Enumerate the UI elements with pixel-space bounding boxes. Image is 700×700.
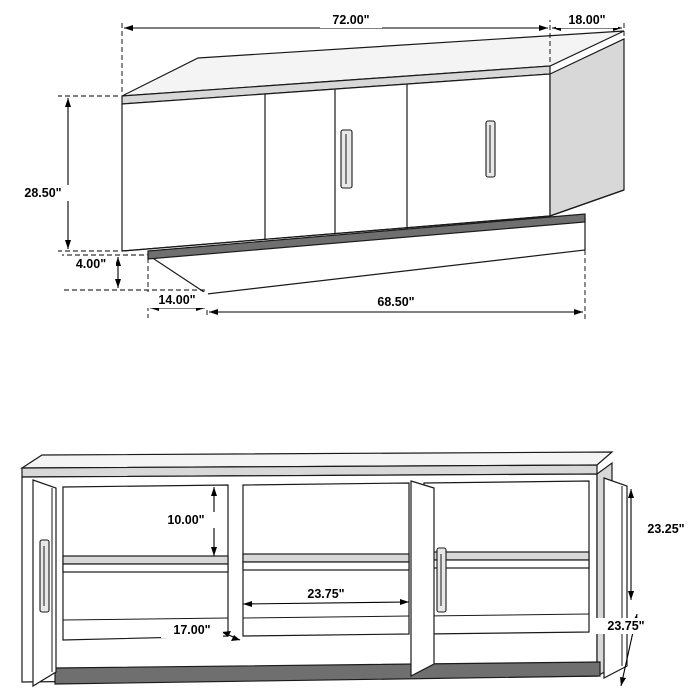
dim-label-base-inset: 14.00": [158, 293, 196, 307]
dim-685-arrow-right: [574, 309, 583, 315]
open-door-right: [604, 478, 627, 678]
open-door-interior-view: [22, 452, 696, 686]
shelf-right: [424, 552, 589, 568]
dim-285-arrow-bottom: [65, 240, 71, 249]
dim-4-arrow-bottom: [115, 279, 121, 288]
cabinet-right-side: [550, 39, 624, 216]
front-perspective-view: [12, 12, 624, 322]
dim-label-center-width: 23.75": [307, 587, 345, 601]
door-handle-right: [486, 121, 495, 177]
dim-label-top-depth: 18.00": [568, 13, 606, 27]
dim-2325-arrow-top: [628, 489, 634, 498]
dim-label-side-compartment-width: 23.75": [607, 619, 645, 633]
dim-2375r-arrow-bottom: [620, 677, 626, 686]
dim-685-arrow-left: [209, 309, 218, 315]
dim-2325-arrow-bottom: [628, 591, 634, 600]
dim-label-top-width: 72.00": [332, 13, 370, 27]
dim-label-interior-depth: 17.00": [173, 623, 211, 637]
dim-285-arrow-top: [65, 98, 71, 107]
dim-label-shelf-clearance: 10.00": [167, 513, 205, 527]
dim-label-base-height: 4.00": [75, 257, 107, 271]
open-door-left: [33, 480, 56, 686]
dim-72-arrow-right: [539, 25, 548, 31]
door-handle-center: [341, 130, 352, 188]
dim-label-cabinet-height: 28.50": [24, 186, 62, 200]
dim-label-interior-height-right: 23.25": [647, 522, 685, 536]
shelf-left: [63, 556, 228, 572]
dim-label-base-width: 68.50": [377, 295, 415, 309]
shelf-center: [243, 554, 409, 570]
dim-72-arrow-left: [124, 25, 133, 31]
